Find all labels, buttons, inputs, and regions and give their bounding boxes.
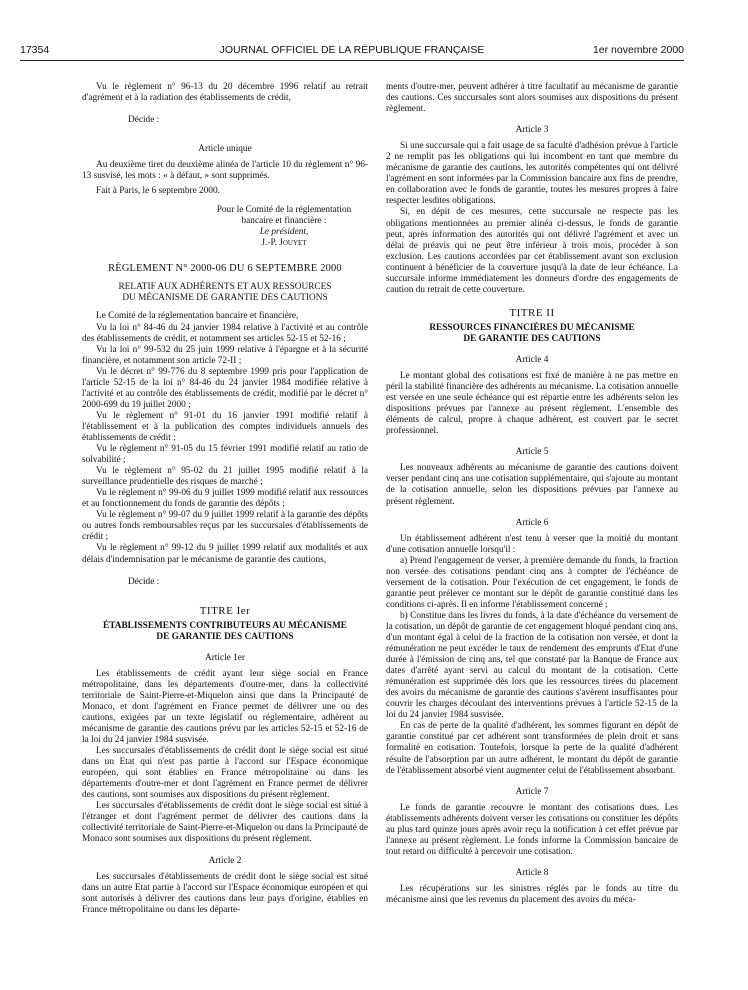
intro-paragraph: Vu le règlement n° 96-13 du 20 décembre 1996 relatif au retrait d'agrément et à la radiation des établissements de crédit,: [82, 82, 368, 104]
article-3-paragraph: Si, en dépit de ces mesures, cette succursale ne respecte pas les obligations mentionnées au premier alinéa ci-dessus, le fonds de garantie peut, après information des autorités qui ont délivré l'agrément et avec un délai de préavis qui ne peut être inférieur à trois mois, procéder à son exclusion. Les cautions accordées par cet établissement avant son exclusion continuent à bénéficier de la couverture jusqu'à la date de leur échéance. La succursale informe immédiatement les donneurs d'ordre des engagements de caution du retrait de cette couverture.: [386, 207, 678, 295]
article-1-heading: Article 1er: [204, 652, 245, 663]
signature-block: [200, 205, 368, 249]
signature-line: bancaire et financière :: [241, 216, 327, 227]
regulation-subtitle-line: RELATIF AUX ADHÉRENTS ET AUX RESSOURCES: [118, 282, 332, 293]
visa-item: Vu le règlement n° 91-05 du 15 février 1991 modifié relatif au ratio de solvabilité ;: [82, 444, 368, 466]
visa-item: Vu la loi n° 99-532 du 25 juin 1999 relative à l'épargne et à la sécurité financière, et notamment son article 72-II ;: [82, 344, 368, 366]
right-column: [386, 82, 678, 906]
article-8-text: Les récupérations sur les sinistres réglés par le fonds au titre du mécanisme ainsi que les revenus du placement des avoirs du méca-: [386, 883, 678, 905]
article-3-heading: Article 3: [515, 125, 549, 136]
visa-item: Le Comité de la réglementation bancaire et financière,: [96, 311, 299, 322]
decide-heading: Décide :: [128, 115, 160, 126]
article-6-paragraph: En cas de perte de la qualité d'adhérent, les sommes figurant en dépôt de garantie constitué par cet adhérent sont transformées de plein droit et sans formalité en cotisation. Toutefois, lorsque la perte de la qualité d'adhérent résulte de l'absorption par un autre adhérent, le montant du dépôt de garantie de l'établissement absorbé vient augmenter celui de l'établissement absorbant.: [386, 721, 678, 776]
decide-heading: Décide :: [128, 576, 160, 587]
article-2-heading: Article 2: [208, 855, 242, 866]
article-7-heading: Article 7: [515, 786, 549, 797]
visa-item: Vu le règlement n° 95-02 du 21 juillet 1995 modifié relatif à la surveillance prudentielle des risques de marché ;: [82, 466, 368, 488]
page-header: [20, 44, 684, 60]
article-1-paragraph: Les succursales d'établissements de crédit dont le siège social est situé dans un Etat qui n'est pas partie à l'accord sur l'Espace économique européen, qui sont établies en France métropolitaine ou dans les départements d'outre-mer et dont l'agrément en France permet de délivrer des cautions, sont soumises aux dispositions du présent règlement.: [82, 746, 368, 801]
continued-paragraph: ments d'outre-mer, peuvent adhérer à titre facultatif au mécanisme de garantie des cautions. Ces succursales sont alors soumises aux dispositions du présent règlement.: [386, 82, 678, 115]
article-2-text: Les succursales d'établissements de crédit dont le siège social est situé dans un autre Etat partie à l'accord sur l'Espace économique européen et qui sont autorisés à délivrer des cautions dans leur pays d'origine, établies en France métropolitaine ou dans les départe-: [82, 871, 368, 915]
article-6-paragraph: a) Prend l'engagement de verser, à première demande du fonds, la fraction non versée des cotisations pendant cinq ans à compter de l'échéance de versement de la cotisation. Pour l'exécution de cet engagement, le fonds de garantie peut prélever ce montant sur le dépôt de garantie constitué dans les conditions ci-après. Il en informe l'établissement concerné ;: [386, 555, 678, 610]
issue-date: 1er novembre 2000: [592, 44, 684, 56]
article-6-heading: Article 6: [515, 517, 549, 528]
titre-subtitle-line: DE GARANTIE DES CAUTIONS: [156, 631, 294, 642]
left-column: [82, 82, 368, 916]
article-1-paragraph: Les établissements de crédit ayant leur siège social en France métropolitaine, dans les départements d'outre-mer, dans la collectivité territoriale de Saint-Pierre-et-Miquelon ainsi que dans la Principauté de Monaco, et dont l'agrément en France permet de délivrer une ou des cautions, exigées par un texte législatif ou réglementaire, adhèrent au mécanisme de garantie des cautions prévu par les articles 52-15 et 52-16 de la loi du 24 janvier 1984 susvisée.: [82, 668, 368, 746]
article-1-paragraph: Les succursales d'établissements de crédit dont le siège social est situé à l'étranger et dont l'agrément permet de délivrer des cautions dans la collectivité territoriale de Saint-Pierre-et-Miquelon ou dans la Principauté de Monaco sont soumises aux dispositions du présent règlement.: [82, 801, 368, 845]
titre-1-heading: TITRE Ier: [199, 604, 251, 617]
signature-line: Pour le Comité de la réglementation: [216, 205, 352, 216]
titre-2-heading: TITRE II: [509, 306, 555, 319]
page-number: 17354: [20, 44, 50, 56]
article-6-paragraph: Un établissement adhérent n'est tenu à verser que la moitié du montant d'une cotisation annuelle lorsqu'il :: [386, 533, 678, 555]
header-rule: [20, 60, 684, 61]
visa-item: Vu le règlement n° 99-07 du 9 juillet 1999 relatif à la garantie des dépôts ou autres fonds remboursables reçus par les succursales d'établissements de crédit ;: [82, 510, 368, 543]
article-4-text: Le montant global des cotisations est fixé de manière à ne pas mettre en péril la stabilité financière des adhérents au mécanisme. La cotisation annuelle est versée en une seule échéance qui est répartie entre les adhérents selon les dispositions prévues par l'annexe au présent règlement. L'ensemble des éléments de calcul, propre à chaque adhérent, est couvert par le secret professionnel.: [386, 371, 678, 437]
article-3-paragraph: Si une succursale qui a fait usage de sa faculté d'adhésion prévue à l'article 2 ne remplit pas les obligations qui lui incombent en tant que membre du mécanisme de garantie des cautions, les autorités compétentes qui ont délivré l'agrément en sont informées par la Commission bancaire aux fins de prendre, en collaboration avec le fonds de garantie, toutes les mesures propres à faire respecter lesdites obligations.: [386, 141, 678, 207]
regulation-subtitle: [82, 282, 368, 304]
journal-title: JOURNAL OFFICIEL DE LA RÉPUBLIQUE FRANÇAISE: [219, 44, 485, 56]
article-unique-heading: Article unique: [198, 144, 252, 155]
visa-item: Vu le règlement n° 99-06 du 9 juillet 1999 modifié relatif aux ressources et au fonctionnement du fonds de garantie des dépôts ;: [82, 488, 368, 510]
signature-name: J.-P. Jouyet: [261, 238, 307, 249]
article-6-paragraph: b) Constitue dans les livres du fonds, à la date d'échéance du versement de la cotisation, un dépôt de garantie de cet engagement bloqué pendant cinq ans, d'un montant égal à celui de la fraction de la cotisation non versée, et dont la rémunération ne peut excéder le taux de rendement des emprunts d'Etat d'une durée à l'émission de cinq ans, tel que constaté par la Banque de France aux dates d'arrêté ayant servi au calcul du montant de la cotisation. Cette rémunération est supprimée dès lors que les ressources tirées du placement des avoirs du mécanisme de garantie des cautions s'avèrent insuffisantes pour couvrir les charges découlant des interventions prévues à l'article 52-15 de la loi du 24 janvier 1984 susvisée.: [386, 610, 678, 721]
article-4-heading: Article 4: [515, 354, 549, 365]
titre-subtitle-line: DE GARANTIE DES CAUTIONS: [463, 333, 601, 344]
signature-place-date: Fait à Paris, le 6 septembre 2000.: [96, 186, 220, 197]
article-unique-text: Au deuxième tiret du deuxième alinéa de l'article 10 du règlement n° 96-13 susvisé, les mots : « à défaut, » sont supprimés.: [82, 160, 368, 182]
regulation-title: RÈGLEMENT N° 2000-06 DU 6 SEPTEMBRE 2000: [108, 263, 342, 275]
titre-subtitle-line: ÉTABLISSEMENTS CONTRIBUTEURS AU MÉCANISME: [103, 620, 347, 631]
visa-item: Vu le décret n° 99-776 du 8 septembre 1999 pris pour l'application de l'article 52-15 de la loi n° 84-46 du 24 janvier 1984 modifiée relative à l'activité et au contrôle des établissements de crédit, modifié par le décret n° 2000-699 du 19 juillet 2000 ;: [82, 366, 368, 410]
visa-item: Vu le règlement n° 99-12 du 9 juillet 1999 relatif aux modalités et aux délais d'indemnisation par le mécanisme de garantie des cautions,: [82, 543, 368, 565]
article-7-text: Le fonds de garantie recouvre le montant des cotisations dues. Les établissements adhérents doivent verser les cotisations ou constituer les dépôts au plus tard quinze jours après avoir reçu la notification à cet effet prévue par l'annexe au présent règlement. Le fonds informe la Commission bancaire de tout retard ou difficulté à percevoir une cotisation.: [386, 802, 679, 857]
regulation-subtitle-line: DU MÉCANISME DE GARANTIE DES CAUTIONS: [122, 293, 328, 304]
visa-item: Vu la loi n° 84-46 du 24 janvier 1984 relative à l'activité et au contrôle des établissements de crédit, et notamment ses articles 52-15 et 52-16 ;: [82, 322, 368, 344]
titre-2-subtitle: [386, 323, 678, 345]
visa-item: Vu le règlement n° 91-01 du 16 janvier 1991 modifié relatif à l'établissement et à la publication des comptes individuels annuels des établissements de crédit ;: [82, 410, 368, 443]
article-5-heading: Article 5: [515, 447, 549, 458]
signature-role: Le président,: [259, 227, 309, 238]
article-5-text: Les nouveaux adhérents au mécanisme de garantie des cautions doivent verser pendant cinq ans une cotisation supplémentaire, qui s'ajoute au montant de la cotisation annuelle, selon les dispositions prévues par l'annexe au présent règlement.: [386, 463, 678, 507]
titre-1-subtitle: [82, 621, 368, 643]
article-8-heading: Article 8: [515, 867, 549, 878]
titre-subtitle-line: RESSOURCES FINANCIÈRES DU MÉCANISME: [429, 322, 635, 333]
